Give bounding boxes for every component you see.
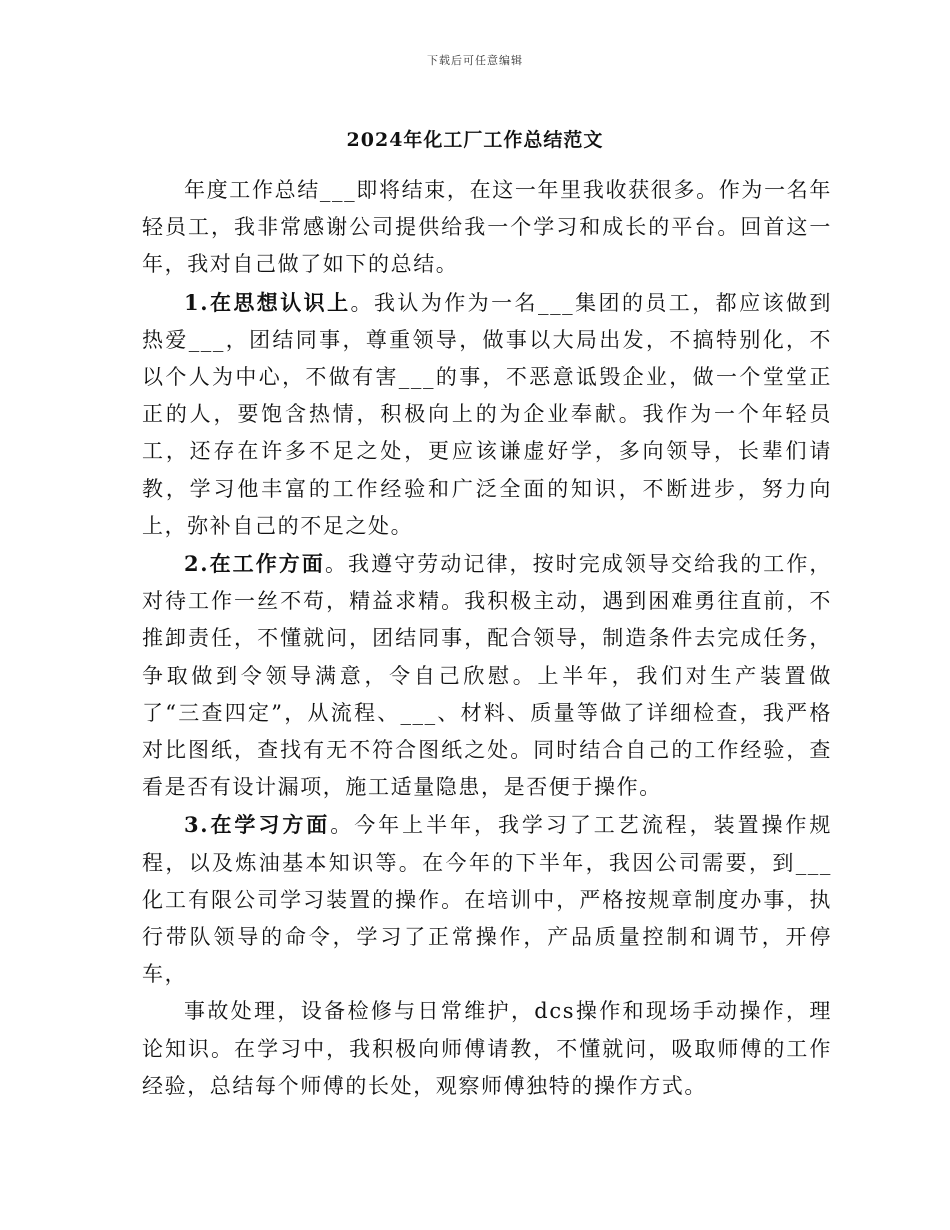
paragraph-study: [142, 806, 832, 993]
paragraph-heading: 3.在学习方面: [184, 812, 331, 838]
paragraph-text: 。我遵守劳动记律，按时完成领导交给我的工作，对待工作一丝不苟，精益求精。我积极主动，遇到困难勇往直前，不推卸责任，不懂就问，团结同事，配合领导，制造条件去完成任务，争取做到令领导满意，令自己欣慰。上半年，我们对生产装置做了“三查四定”，从流程、___、材料、质量等做了详细检查，我严格对比图纸，查找有无不符合图纸之处。同时结合自己的工作经验，查看是否有设计漏项，施工适量隐患，是否便于操作。: [142, 552, 833, 800]
paragraph-text: 事故处理，设备检修与日常维护，dcs操作和现场手动操作，理论知识。在学习中，我积极向师傅请教，不懂就问，吸取师傅的工作经验，总结每个师傅的长处，观察师傅独特的操作方式。: [142, 999, 832, 1098]
paragraph-text: 。今年上半年，我学习了工艺流程，装置操作规程，以及炼油基本知识等。在今年的下半年，我因公司需要，到___化工有限公司学习装置的操作。在培训中，严格按规章制度办事，执行带队领导的命令，学习了正常操作，产品质量控制和调节，开停车，: [142, 813, 832, 987]
paragraph-study-continued: [142, 993, 832, 1105]
header-note: 下载后可任意编辑: [427, 54, 523, 67]
paragraph-intro: [142, 172, 832, 284]
paragraph-text: 年度工作总结___即将结束，在这一年里我收获很多。作为一名年轻员工，我非常感谢公司提供给我一个学习和成长的平台。回首这一年，我对自己做了如下的总结。: [142, 178, 832, 277]
paragraph-text: 。我认为作为一名___集团的员工，都应该做到热爱___，团结同事，尊重领导，做事以大局出发，不搞特别化，不以个人为中心，不做有害___的事，不恶意诋毁企业，做一个堂堂正正的人，要饱含热情，积极向上的为企业奉献。我作为一个年轻员工，还存在许多不足之处，更应该谦虚好学，多向领导，长辈们请教，学习他丰富的工作经验和广泛全面的知识，不断进步，努力向上，弥补自己的不足之处。: [142, 290, 832, 538]
paragraph-thinking: [142, 284, 832, 545]
paragraph-heading: 1.在思想认识上: [184, 289, 351, 315]
document-title: 2024年化工厂工作总结范文: [346, 129, 604, 151]
paragraph-heading: 2.在工作方面: [184, 551, 325, 577]
paragraph-work: [142, 545, 832, 806]
document-body: [142, 172, 832, 1105]
